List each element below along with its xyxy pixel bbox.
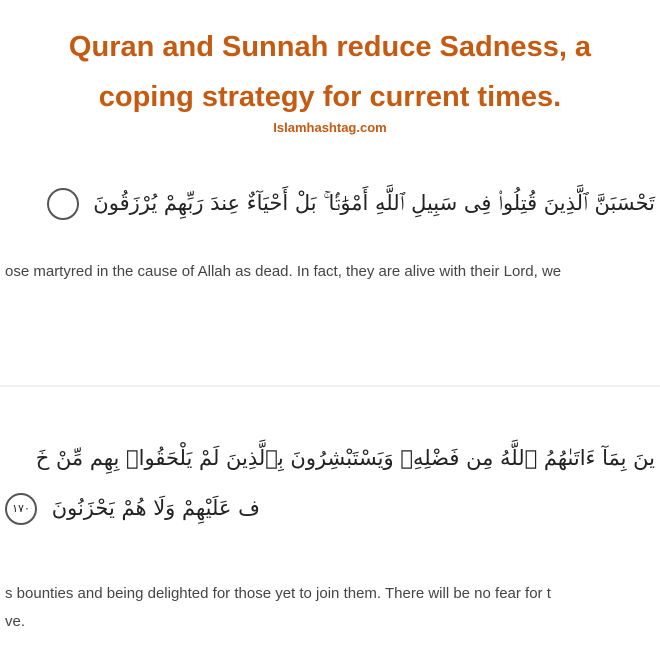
site-watermark: Islamhashtag.com [273, 120, 387, 135]
verse-arabic-line-1: ينَ بِمَآ ءَاتَىٰهُمُ ٱللَّهُ مِن فَضْلِهِۦ وَيَسْتَبْشِرُونَ بِٱلَّذِينَ لَمْ يَلْحَقُوا۟ بِهِم مِّنْ خَ [35, 446, 655, 470]
verse-arabic: تَحْسَبَنَّ ٱلَّذِينَ قُتِلُوا۟ فِى سَبِيلِ ٱللَّهِ أَمْوَٰتًۢا ۚ بَلْ أَحْيَآءٌ عِندَ رَبِّهِمْ يُرْزَقُونَ [93, 191, 655, 215]
title-line-1: Quran and Sunnah reduce Sadness, a [68, 31, 592, 63]
verse-arabic-line-2-row [5, 490, 655, 526]
verse-translation: ose martyred in the cause of Allah as dead. In fact, they are alive with their Lord, we [5, 263, 562, 280]
verse-arabic-row [5, 185, 655, 221]
verse-translation-line-1: s bounties and being delighted for those yet to join them. There will be no fear for t [5, 585, 551, 602]
title-line-2: coping strategy for current times. [98, 81, 562, 113]
verse-translation-line-2: ve. [5, 613, 26, 630]
verse-end-marker-icon [47, 188, 79, 220]
divider [0, 385, 660, 387]
verse-number-marker: ١٧٠ [5, 493, 37, 525]
verse-arabic-line-2: ف عَلَيْهِمْ وَلَا هُمْ يَحْزَنُونَ [51, 496, 260, 520]
